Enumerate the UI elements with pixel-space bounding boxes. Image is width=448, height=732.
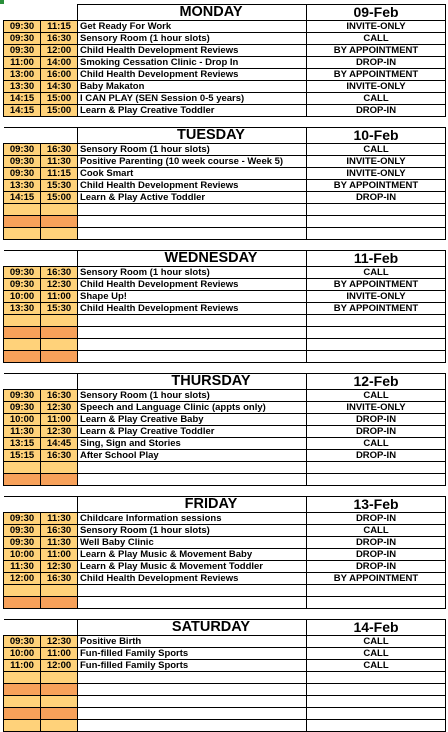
- event-title[interactable]: Childcare Information sessions: [78, 513, 307, 525]
- empty-cell[interactable]: [41, 339, 78, 351]
- start-time[interactable]: 09:30: [4, 390, 41, 402]
- day-date: 13-Feb: [307, 497, 446, 513]
- empty-cell[interactable]: [307, 228, 446, 240]
- empty-cell[interactable]: [4, 462, 41, 474]
- booking-type[interactable]: DROP-IN: [307, 537, 446, 549]
- end-time[interactable]: 12:30: [41, 279, 78, 291]
- end-time[interactable]: 11:15: [41, 168, 78, 180]
- start-time[interactable]: 11:00: [4, 660, 41, 672]
- end-time[interactable]: 15:30: [41, 303, 78, 315]
- day-name: SATURDAY: [78, 620, 307, 636]
- day-header: [4, 497, 446, 513]
- empty-cell[interactable]: [78, 597, 307, 609]
- end-time[interactable]: 11:30: [41, 156, 78, 168]
- empty-cell[interactable]: [307, 216, 446, 228]
- booking-type[interactable]: DROP-IN: [307, 549, 446, 561]
- event-title[interactable]: Fun-filled Family Sports: [78, 648, 307, 660]
- end-time[interactable]: 15:00: [41, 192, 78, 204]
- empty-cell[interactable]: [78, 327, 307, 339]
- booking-type[interactable]: CALL: [307, 636, 446, 648]
- empty-cell[interactable]: [4, 720, 41, 732]
- day-name: FRIDAY: [78, 497, 307, 513]
- empty-cell[interactable]: [78, 474, 307, 486]
- event-title[interactable]: Well Baby Clinic: [78, 537, 307, 549]
- event-row[interactable]: [4, 291, 446, 303]
- empty-cell[interactable]: [78, 315, 307, 327]
- booking-type[interactable]: CALL: [307, 33, 446, 45]
- start-time[interactable]: 10:00: [4, 648, 41, 660]
- event-row[interactable]: [4, 648, 446, 660]
- empty-cell[interactable]: [41, 315, 78, 327]
- start-time[interactable]: 13:30: [4, 81, 41, 93]
- event-row[interactable]: [4, 414, 446, 426]
- event-title[interactable]: Smoking Cessation Clinic - Drop In: [78, 57, 307, 69]
- event-row[interactable]: [4, 303, 446, 315]
- event-row[interactable]: [4, 660, 446, 672]
- end-time[interactable]: 16:30: [41, 390, 78, 402]
- event-title[interactable]: Learn & Play Creative Toddler: [78, 105, 307, 117]
- event-row[interactable]: [4, 168, 446, 180]
- event-row[interactable]: [4, 33, 446, 45]
- empty-row[interactable]: [4, 351, 446, 363]
- booking-type[interactable]: DROP-IN: [307, 561, 446, 573]
- empty-row[interactable]: [4, 204, 446, 216]
- end-time[interactable]: 11:30: [41, 537, 78, 549]
- event-title[interactable]: Sensory Room (1 hour slots): [78, 267, 307, 279]
- end-time[interactable]: 11:00: [41, 549, 78, 561]
- booking-type[interactable]: INVITE-ONLY: [307, 168, 446, 180]
- start-time[interactable]: 12:00: [4, 573, 41, 585]
- empty-cell[interactable]: [78, 672, 307, 684]
- event-title[interactable]: Baby Makaton: [78, 81, 307, 93]
- end-time[interactable]: 12:30: [41, 561, 78, 573]
- booking-type[interactable]: BY APPOINTMENT: [307, 45, 446, 57]
- empty-row[interactable]: [4, 339, 446, 351]
- event-row[interactable]: [4, 267, 446, 279]
- empty-cell[interactable]: [78, 585, 307, 597]
- event-title[interactable]: Sensory Room (1 hour slots): [78, 390, 307, 402]
- empty-cell[interactable]: [41, 720, 78, 732]
- end-time[interactable]: 16:30: [41, 450, 78, 462]
- booking-type[interactable]: CALL: [307, 660, 446, 672]
- day-date: 12-Feb: [307, 374, 446, 390]
- end-time[interactable]: 16:30: [41, 573, 78, 585]
- start-time[interactable]: 14:15: [4, 105, 41, 117]
- empty-cell[interactable]: [41, 474, 78, 486]
- start-time[interactable]: 11:30: [4, 426, 41, 438]
- empty-cell[interactable]: [4, 228, 41, 240]
- empty-cell[interactable]: [41, 228, 78, 240]
- empty-cell[interactable]: [307, 351, 446, 363]
- event-title[interactable]: Positive Parenting (10 week course - Week 5): [78, 156, 307, 168]
- event-row[interactable]: [4, 69, 446, 81]
- empty-row[interactable]: [4, 228, 446, 240]
- day-name: TUESDAY: [78, 128, 307, 144]
- event-title[interactable]: Child Health Development Reviews: [78, 69, 307, 81]
- empty-row[interactable]: [4, 696, 446, 708]
- start-time[interactable]: 14:15: [4, 93, 41, 105]
- empty-cell[interactable]: [78, 351, 307, 363]
- start-time[interactable]: 09:30: [4, 636, 41, 648]
- empty-cell[interactable]: [78, 720, 307, 732]
- booking-type[interactable]: BY APPOINTMENT: [307, 573, 446, 585]
- event-row[interactable]: [4, 636, 446, 648]
- event-row[interactable]: [4, 390, 446, 402]
- empty-cell[interactable]: [307, 720, 446, 732]
- day-name: WEDNESDAY: [78, 251, 307, 267]
- empty-cell[interactable]: [4, 315, 41, 327]
- empty-cell[interactable]: [41, 327, 78, 339]
- day-header: [4, 620, 446, 636]
- booking-type[interactable]: INVITE-ONLY: [307, 81, 446, 93]
- start-time[interactable]: 09:30: [4, 33, 41, 45]
- empty-cell[interactable]: [4, 204, 41, 216]
- empty-cell[interactable]: [4, 327, 41, 339]
- booking-type[interactable]: DROP-IN: [307, 426, 446, 438]
- empty-row[interactable]: [4, 315, 446, 327]
- event-title[interactable]: Learn & Play Active Toddler: [78, 192, 307, 204]
- event-title[interactable]: Learn & Play Creative Toddler: [78, 426, 307, 438]
- day-date: 10-Feb: [307, 128, 446, 144]
- start-time[interactable]: 09:30: [4, 144, 41, 156]
- booking-type[interactable]: CALL: [307, 267, 446, 279]
- day-name: MONDAY: [78, 5, 307, 21]
- empty-row[interactable]: [4, 708, 446, 720]
- empty-cell[interactable]: [4, 597, 41, 609]
- empty-cell[interactable]: [4, 216, 41, 228]
- event-title[interactable]: Fun-filled Family Sports: [78, 660, 307, 672]
- event-title[interactable]: Learn & Play Music & Movement Baby: [78, 549, 307, 561]
- empty-cell[interactable]: [41, 696, 78, 708]
- event-title[interactable]: Child Health Development Reviews: [78, 279, 307, 291]
- start-time[interactable]: 09:30: [4, 525, 41, 537]
- end-time[interactable]: 14:45: [41, 438, 78, 450]
- start-time[interactable]: 10:00: [4, 291, 41, 303]
- booking-type[interactable]: INVITE-ONLY: [307, 402, 446, 414]
- empty-row[interactable]: [4, 585, 446, 597]
- booking-type[interactable]: BY APPOINTMENT: [307, 180, 446, 192]
- event-row[interactable]: [4, 549, 446, 561]
- event-title[interactable]: Child Health Development Reviews: [78, 303, 307, 315]
- event-row[interactable]: [4, 525, 446, 537]
- booking-type[interactable]: BY APPOINTMENT: [307, 279, 446, 291]
- empty-row[interactable]: [4, 597, 446, 609]
- event-title[interactable]: Sing, Sign and Stories: [78, 438, 307, 450]
- end-time[interactable]: 12:00: [41, 660, 78, 672]
- empty-cell[interactable]: [4, 696, 41, 708]
- day-name: THURSDAY: [78, 374, 307, 390]
- event-row[interactable]: [4, 156, 446, 168]
- booking-type[interactable]: DROP-IN: [307, 105, 446, 117]
- day-separator: [4, 486, 446, 497]
- empty-cell[interactable]: [307, 696, 446, 708]
- start-time[interactable]: 09:30: [4, 267, 41, 279]
- event-row[interactable]: [4, 438, 446, 450]
- event-row[interactable]: [4, 21, 446, 33]
- event-title[interactable]: Positive Birth: [78, 636, 307, 648]
- end-time[interactable]: 11:00: [41, 291, 78, 303]
- empty-cell[interactable]: [41, 708, 78, 720]
- day-header: [4, 251, 446, 267]
- event-row[interactable]: [4, 144, 446, 156]
- empty-cell[interactable]: [307, 204, 446, 216]
- event-row[interactable]: [4, 180, 446, 192]
- empty-cell[interactable]: [4, 672, 41, 684]
- empty-cell[interactable]: [78, 708, 307, 720]
- booking-type[interactable]: DROP-IN: [307, 414, 446, 426]
- booking-type[interactable]: CALL: [307, 525, 446, 537]
- booking-type[interactable]: BY APPOINTMENT: [307, 69, 446, 81]
- empty-cell[interactable]: [307, 462, 446, 474]
- event-title[interactable]: I CAN PLAY (SEN Session 0-5 years): [78, 93, 307, 105]
- event-row[interactable]: [4, 192, 446, 204]
- event-title[interactable]: Sensory Room (1 hour slots): [78, 525, 307, 537]
- end-time[interactable]: 14:00: [41, 57, 78, 69]
- empty-cell[interactable]: [4, 339, 41, 351]
- event-row[interactable]: [4, 279, 446, 291]
- booking-type[interactable]: INVITE-ONLY: [307, 291, 446, 303]
- timetable-sheet: [3, 4, 445, 732]
- empty-cell[interactable]: [78, 216, 307, 228]
- end-time[interactable]: 11:30: [41, 513, 78, 525]
- start-time[interactable]: 09:30: [4, 168, 41, 180]
- event-title[interactable]: Get Ready For Work: [78, 21, 307, 33]
- empty-cell[interactable]: [41, 216, 78, 228]
- event-row[interactable]: [4, 561, 446, 573]
- empty-row[interactable]: [4, 462, 446, 474]
- booking-type[interactable]: INVITE-ONLY: [307, 21, 446, 33]
- end-time[interactable]: 14:30: [41, 81, 78, 93]
- event-row[interactable]: [4, 402, 446, 414]
- empty-cell[interactable]: [78, 696, 307, 708]
- start-time[interactable]: 14:15: [4, 192, 41, 204]
- event-row[interactable]: [4, 45, 446, 57]
- booking-type[interactable]: DROP-IN: [307, 513, 446, 525]
- day-header: [4, 128, 446, 144]
- empty-row[interactable]: [4, 474, 446, 486]
- event-row[interactable]: [4, 450, 446, 462]
- empty-cell[interactable]: [41, 462, 78, 474]
- end-time[interactable]: 12:30: [41, 426, 78, 438]
- empty-cell[interactable]: [41, 351, 78, 363]
- start-time[interactable]: 09:30: [4, 537, 41, 549]
- event-row[interactable]: [4, 573, 446, 585]
- event-row[interactable]: [4, 513, 446, 525]
- end-time[interactable]: 12:30: [41, 402, 78, 414]
- start-time[interactable]: 09:30: [4, 45, 41, 57]
- booking-type[interactable]: CALL: [307, 390, 446, 402]
- start-time[interactable]: 09:30: [4, 279, 41, 291]
- empty-cell[interactable]: [307, 585, 446, 597]
- end-time[interactable]: 16:30: [41, 33, 78, 45]
- event-row[interactable]: [4, 57, 446, 69]
- empty-cell[interactable]: [307, 708, 446, 720]
- event-title[interactable]: Child Health Development Reviews: [78, 45, 307, 57]
- empty-cell[interactable]: [78, 228, 307, 240]
- event-title[interactable]: Sensory Room (1 hour slots): [78, 33, 307, 45]
- event-title[interactable]: Speech and Language Clinic (appts only): [78, 402, 307, 414]
- end-time[interactable]: 16:30: [41, 525, 78, 537]
- end-time[interactable]: 11:00: [41, 414, 78, 426]
- empty-cell[interactable]: [307, 474, 446, 486]
- booking-type[interactable]: CALL: [307, 93, 446, 105]
- empty-cell[interactable]: [307, 597, 446, 609]
- end-time[interactable]: 12:00: [41, 45, 78, 57]
- empty-cell[interactable]: [78, 684, 307, 696]
- start-time[interactable]: 13:00: [4, 69, 41, 81]
- empty-cell[interactable]: [4, 474, 41, 486]
- day-separator: [4, 117, 446, 128]
- event-title[interactable]: Learn & Play Music & Movement Toddler: [78, 561, 307, 573]
- empty-cell[interactable]: [41, 684, 78, 696]
- empty-row[interactable]: [4, 672, 446, 684]
- start-time[interactable]: 10:00: [4, 414, 41, 426]
- empty-cell[interactable]: [4, 708, 41, 720]
- empty-row[interactable]: [4, 216, 446, 228]
- end-time[interactable]: 16:30: [41, 267, 78, 279]
- event-title[interactable]: Child Health Development Reviews: [78, 573, 307, 585]
- empty-cell[interactable]: [41, 597, 78, 609]
- end-time[interactable]: 11:15: [41, 21, 78, 33]
- start-time[interactable]: 09:30: [4, 513, 41, 525]
- event-row[interactable]: [4, 81, 446, 93]
- end-time[interactable]: 12:30: [41, 636, 78, 648]
- day-separator: [4, 240, 446, 251]
- booking-type[interactable]: CALL: [307, 144, 446, 156]
- empty-cell[interactable]: [4, 351, 41, 363]
- end-time[interactable]: 15:00: [41, 105, 78, 117]
- booking-type[interactable]: DROP-IN: [307, 192, 446, 204]
- event-title[interactable]: Sensory Room (1 hour slots): [78, 144, 307, 156]
- day-date: 11-Feb: [307, 251, 446, 267]
- booking-type[interactable]: CALL: [307, 648, 446, 660]
- event-title[interactable]: Shape Up!: [78, 291, 307, 303]
- empty-cell[interactable]: [307, 339, 446, 351]
- empty-row[interactable]: [4, 327, 446, 339]
- booking-type[interactable]: INVITE-ONLY: [307, 156, 446, 168]
- day-separator: [4, 363, 446, 374]
- empty-row[interactable]: [4, 684, 446, 696]
- empty-cell[interactable]: [307, 327, 446, 339]
- booking-type[interactable]: DROP-IN: [307, 450, 446, 462]
- start-time[interactable]: 13:15: [4, 438, 41, 450]
- event-title[interactable]: Child Health Development Reviews: [78, 180, 307, 192]
- day-header: [4, 5, 446, 21]
- start-time[interactable]: 09:30: [4, 21, 41, 33]
- day-separator: [4, 609, 446, 620]
- empty-cell[interactable]: [41, 585, 78, 597]
- start-time[interactable]: 10:00: [4, 549, 41, 561]
- start-time[interactable]: 09:30: [4, 156, 41, 168]
- event-title[interactable]: Cook Smart: [78, 168, 307, 180]
- day-date: 14-Feb: [307, 620, 446, 636]
- booking-type[interactable]: BY APPOINTMENT: [307, 303, 446, 315]
- end-time[interactable]: 15:30: [41, 180, 78, 192]
- empty-cell[interactable]: [4, 684, 41, 696]
- empty-cell[interactable]: [41, 672, 78, 684]
- empty-cell[interactable]: [307, 684, 446, 696]
- empty-row[interactable]: [4, 720, 446, 732]
- timetable: [3, 4, 446, 732]
- event-row[interactable]: [4, 105, 446, 117]
- event-row[interactable]: [4, 426, 446, 438]
- start-time[interactable]: 15:15: [4, 450, 41, 462]
- empty-cell[interactable]: [307, 672, 446, 684]
- event-row[interactable]: [4, 537, 446, 549]
- event-title[interactable]: Learn & Play Creative Baby: [78, 414, 307, 426]
- booking-type[interactable]: DROP-IN: [307, 57, 446, 69]
- empty-cell[interactable]: [78, 204, 307, 216]
- start-time[interactable]: 13:30: [4, 303, 41, 315]
- end-time[interactable]: 15:00: [41, 93, 78, 105]
- empty-cell[interactable]: [78, 462, 307, 474]
- event-title[interactable]: After School Play: [78, 450, 307, 462]
- end-time[interactable]: 16:30: [41, 144, 78, 156]
- end-time[interactable]: 16:00: [41, 69, 78, 81]
- start-time[interactable]: 11:30: [4, 561, 41, 573]
- day-header: [4, 374, 446, 390]
- start-time[interactable]: 13:30: [4, 180, 41, 192]
- empty-cell[interactable]: [4, 585, 41, 597]
- start-time[interactable]: 09:30: [4, 402, 41, 414]
- empty-cell[interactable]: [78, 339, 307, 351]
- day-date: 09-Feb: [307, 5, 446, 21]
- booking-type[interactable]: CALL: [307, 438, 446, 450]
- event-row[interactable]: [4, 93, 446, 105]
- start-time[interactable]: 11:00: [4, 57, 41, 69]
- empty-cell[interactable]: [307, 315, 446, 327]
- end-time[interactable]: 11:00: [41, 648, 78, 660]
- empty-cell[interactable]: [41, 204, 78, 216]
